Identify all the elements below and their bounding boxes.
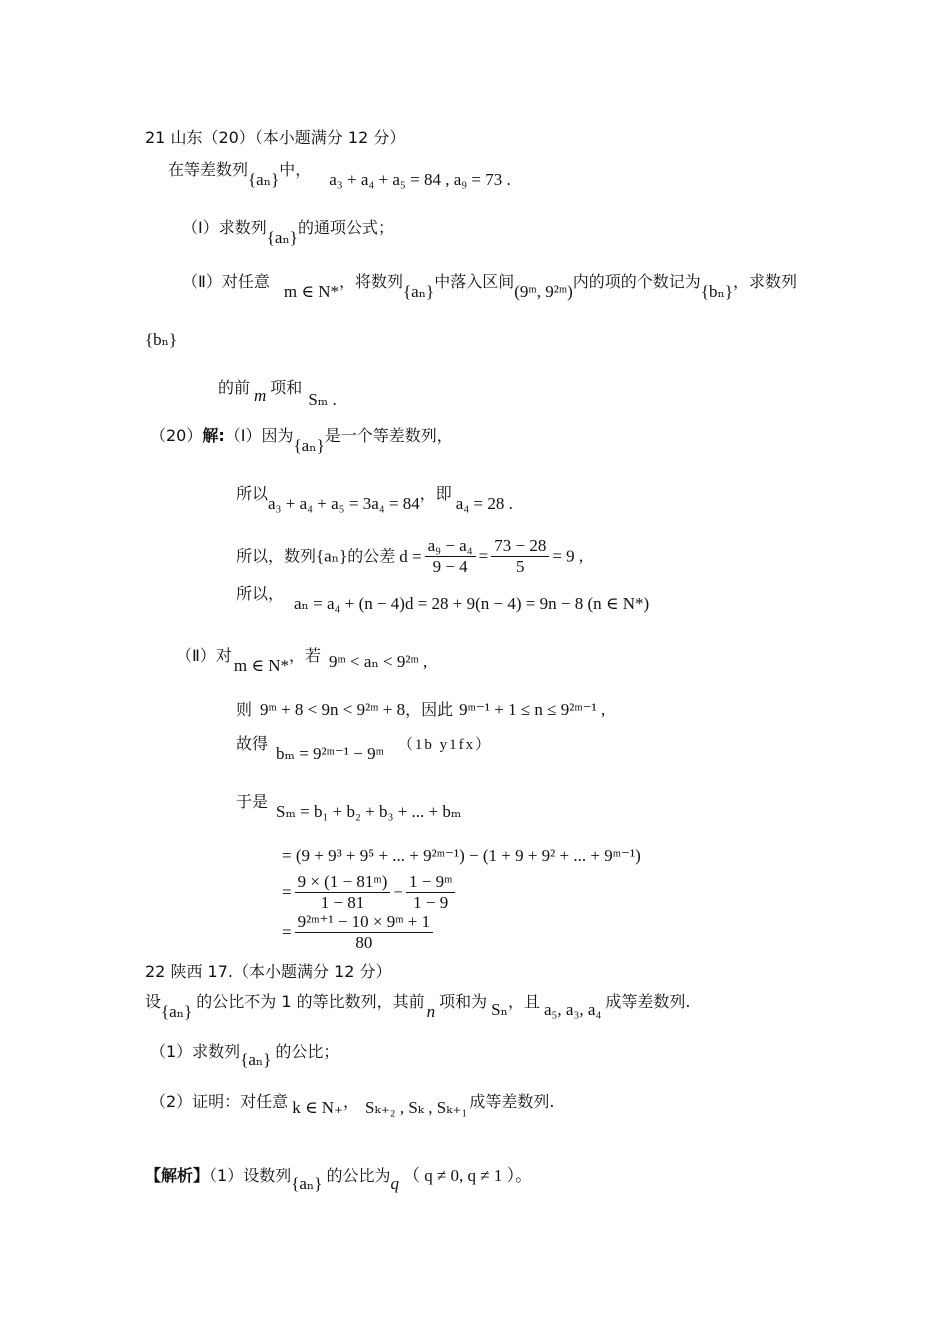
p22-stem-mid3: ，且 [507, 992, 540, 1011]
part1-seq: {aₙ} [266, 228, 298, 247]
part1-suffix: 的通项公式； [297, 218, 394, 237]
tail-sm: Sₘ . [308, 390, 337, 409]
s1-formula: a₃ + a₄ + a₅ = 3a₄ = 84 [268, 494, 420, 513]
part2-bn-wrap: {bₙ} [145, 330, 178, 349]
p2-prefix: （Ⅱ）对 [176, 646, 232, 665]
p7-f1-den: 1 − 81 [320, 893, 365, 912]
s2-f1-den: 9 − 4 [432, 557, 468, 576]
sol-label: 解: [202, 426, 225, 445]
p7-minus: − [393, 882, 403, 902]
solution-step1 [236, 484, 513, 513]
s3-prefix: 所以， [236, 584, 285, 603]
s1-mid: ，即 [419, 484, 452, 503]
stem-seq: {aₙ} [248, 170, 280, 189]
sol-suffix: 是一个等差数列， [324, 426, 453, 445]
s2-f1-num: a₉ − a₄ [425, 536, 476, 557]
p2-m: m ∈ N* [233, 656, 289, 675]
p22-stem-mid2: 项和为 [439, 992, 488, 1011]
solution-p6: = (9 + 9³ + 9⁵ + ... + 9²ᵐ⁻¹) − (1 + 9 + 9² + ... + 9ᵐ⁻¹) [282, 846, 641, 865]
problem21-part2 [182, 272, 798, 301]
solution-part2 [176, 646, 428, 675]
solution-step2 [236, 536, 583, 577]
solution-intro [150, 426, 453, 455]
p4-garbled: （1b y1fx） [397, 737, 493, 753]
part2-bn: {bₙ} [700, 282, 733, 301]
part2-suffix: ，求数列 [733, 272, 798, 291]
ans-cond: （ q ≠ 0, q ≠ 1 ）。 [402, 1166, 533, 1185]
p8-fraction [295, 912, 434, 953]
sol-prefix: （20） [150, 426, 203, 445]
p8-eq: = [282, 922, 292, 942]
solution-p4 [236, 734, 493, 763]
s2-mid: 的公差 [347, 546, 396, 566]
q1-prefix: （1）求数列 [150, 1042, 241, 1061]
p7-f1-num: 9 × (1 − 81ᵐ) [295, 872, 391, 893]
tail-m: m [254, 386, 267, 405]
p3-formula2: 9ᵐ⁻¹ + 1 ≤ n ≤ 9²ᵐ⁻¹ , [459, 700, 606, 719]
p4-formula: bₘ = 9²ᵐ⁻¹ − 9ᵐ [276, 744, 384, 763]
s2-f2-num: 73 − 28 [491, 536, 549, 557]
part2-interval: (9ᵐ, 9²ᵐ) [514, 282, 573, 301]
solution-p5 [236, 792, 462, 821]
q2-mid: ， [343, 1092, 360, 1111]
p22-stem-terms: a₅, a₃, a₄ [543, 1000, 602, 1019]
p7-fraction2 [406, 872, 455, 913]
p7-fraction1 [295, 872, 391, 913]
solution-p3 [236, 700, 605, 720]
solution-p7 [282, 872, 458, 913]
p7-f2-num: 1 − 9ᵐ [406, 872, 455, 893]
problem21-stem [168, 160, 511, 189]
part2-prefix: （Ⅱ）对任意 [182, 272, 270, 291]
q2-k: k ∈ N₊ [292, 1098, 344, 1117]
s2-f2-den: 5 [516, 557, 525, 576]
part2-mid2: 中落入区间 [434, 272, 515, 291]
problem22-q1 [150, 1042, 340, 1069]
s1-formula2: a₄ = 28 . [455, 494, 513, 513]
s2-eq: = [478, 546, 489, 566]
stem-formula: a₃ + a₄ + a₅ = 84 , a₉ = 73 . [329, 170, 511, 189]
part2-mid3: 内的项的个数记为 [572, 272, 701, 291]
s1-prefix: 所以 [236, 484, 269, 503]
tail-mid: 项和 [270, 378, 303, 397]
problem22-answer [145, 1166, 533, 1193]
p4-prefix: 故得 [236, 734, 269, 753]
solution-p8 [282, 912, 436, 953]
p7-f2-den: 1 − 9 [413, 893, 449, 912]
ans-label: 【解析】 [145, 1166, 210, 1185]
p5-formula: Sₘ = b₁ + b₂ + b₃ + ... + bₘ [276, 802, 462, 821]
ans-mid: 的公比为 [326, 1166, 391, 1185]
ans-prefix: （1）设数列 [209, 1166, 292, 1185]
problem22-stem [145, 992, 691, 1021]
s2-fraction1 [425, 536, 476, 577]
p5-prefix: 于是 [236, 792, 269, 811]
p7-eq: = [282, 882, 292, 902]
p22-stem-n: n [426, 1002, 436, 1021]
p8-f-num: 9²ᵐ⁺¹ − 10 × 9ᵐ + 1 [295, 912, 434, 933]
solution-step3 [236, 584, 650, 613]
part2-mid1: ，将数列 [338, 272, 403, 291]
p22-stem-prefix: 设 [145, 992, 162, 1011]
part1-prefix: （Ⅰ）求数列 [182, 218, 267, 237]
ans-seq: {aₙ} [291, 1174, 323, 1193]
p22-stem-mid: 的公比不为 1 的等比数列，其前 [196, 992, 425, 1011]
p22-stem-seq: {aₙ} [161, 1002, 193, 1021]
s2-d: d = [399, 546, 422, 566]
q1-seq: {aₙ} [240, 1050, 272, 1069]
part2-m: m ∈ N* [283, 282, 339, 301]
q1-suffix: 的公比； [275, 1042, 340, 1061]
p2-formula: 9ᵐ < aₙ < 9²ᵐ , [329, 652, 428, 671]
tail-prefix: 的前 [218, 378, 251, 397]
q2-suffix: 成等差数列. [469, 1092, 555, 1111]
s3-formula: aₙ = a₄ + (n − 4)d = 28 + 9(n − 4) = 9n − 8 (n ∈ N*) [294, 594, 650, 613]
p22-stem-sn: Sₙ [491, 1000, 508, 1019]
stem-prefix: 在等差数列 [168, 160, 249, 179]
part2-seq: {aₙ} [403, 282, 435, 301]
s2-prefix: 所以，数列 [236, 546, 317, 566]
sol-part1: （Ⅰ）因为 [224, 426, 294, 445]
problem21-part1 [182, 218, 394, 247]
ans-q: q [390, 1174, 399, 1193]
sol-seq: {aₙ} [293, 436, 325, 455]
p22-stem-suffix: 成等差数列. [605, 992, 691, 1011]
problem21-part2-tail [218, 378, 337, 409]
problem22-q2 [150, 1092, 555, 1117]
s2-fraction2 [491, 536, 549, 577]
stem-mid: 中， [279, 160, 312, 179]
p3-mid: ，因此 [405, 700, 454, 719]
q2-terms: Sₖ₊₂ , Sₖ , Sₖ₊₁ [365, 1098, 468, 1117]
problem21-header: 21 山东（20）（本小题满分 12 分） [145, 128, 406, 147]
p3-formula: 9ᵐ + 8 < 9n < 9²ᵐ + 8 [260, 700, 406, 719]
p2-mid: ，若 [288, 646, 321, 665]
s2-result: = 9 , [552, 546, 584, 566]
s2-seq: {aₙ} [316, 546, 348, 566]
problem22-header: 22 陕西 17.（本小题满分 12 分） [145, 962, 392, 981]
q2-prefix: （2）证明：对任意 [150, 1092, 289, 1111]
p3-prefix: 则 [236, 700, 253, 719]
p8-f-den: 80 [355, 933, 373, 952]
